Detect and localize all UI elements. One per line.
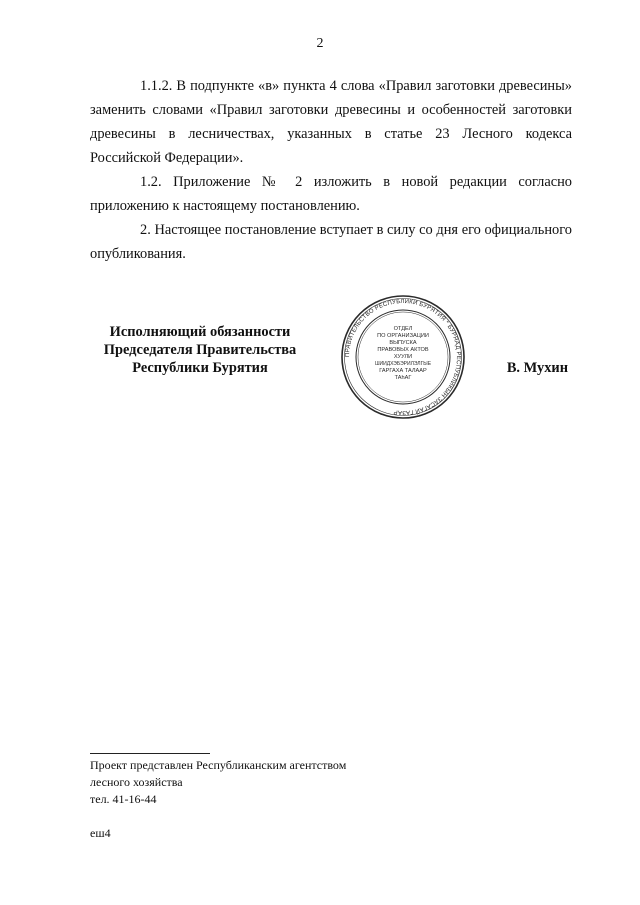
signer-name: В. Мухин <box>506 360 568 376</box>
document-code: еш4 <box>90 826 111 840</box>
seal-ring-text: ПРАВИТЕЛЬСТВО РЕСПУБЛИКИ БУРЯТИЯ * БУРЯАД РЕСПУБЛИКЫН ЗАСАГАЙ ГАЗАР <box>344 298 462 416</box>
seal-line: ТАһАГ <box>394 375 412 381</box>
seal-line: ВЫПУСКА <box>389 340 417 346</box>
footnote-line: лесного хозяйства <box>90 775 183 789</box>
signer-title-line: Председателя Правительства <box>103 342 297 358</box>
seal-line: ОТДЕЛ <box>393 326 413 332</box>
signer-title-line: Исполняющий обязанности <box>109 324 291 340</box>
page-number: 2 <box>316 36 324 51</box>
seal-line: ШИИДХЭБЭРИЛЭЛГЫЕ <box>374 361 432 367</box>
official-seal <box>340 294 466 420</box>
footnote-line: тел. 41-16-44 <box>90 792 157 806</box>
seal-line: ПРАВОВЫХ АКТОВ <box>377 347 429 353</box>
footnote <box>90 757 346 808</box>
paragraph-1-2: 1.2. Приложение № 2 изложить в новой редакции согласно приложению к настоящему постановлению. <box>90 174 572 214</box>
footnote-line: Проект представлен Республиканским агентством <box>90 758 347 772</box>
body-text <box>90 74 572 266</box>
paragraph-2: 2. Настоящее постановление вступает в силу со дня его официального опубликования. <box>90 222 572 262</box>
footnote-divider <box>90 753 210 754</box>
seal-line: ХУУЛИ <box>393 354 413 360</box>
seal-line: ГАРГАХА ТАЛААР <box>379 368 427 374</box>
paragraph-1-1-2: 1.1.2. В подпункте «в» пункта 4 слова «Правил заготовки древесины» заменить словами «Правил заготовки древесины и особенностей заготовки древесины в лесничествах, указанных в статье 23 Лесного кодекса Российской Федерации». <box>90 78 572 166</box>
seal-line: ПО ОРГАНИЗАЦИИ <box>377 333 429 339</box>
signer-title-line: Республики Бурятия <box>132 360 268 376</box>
signer-title <box>90 323 310 377</box>
